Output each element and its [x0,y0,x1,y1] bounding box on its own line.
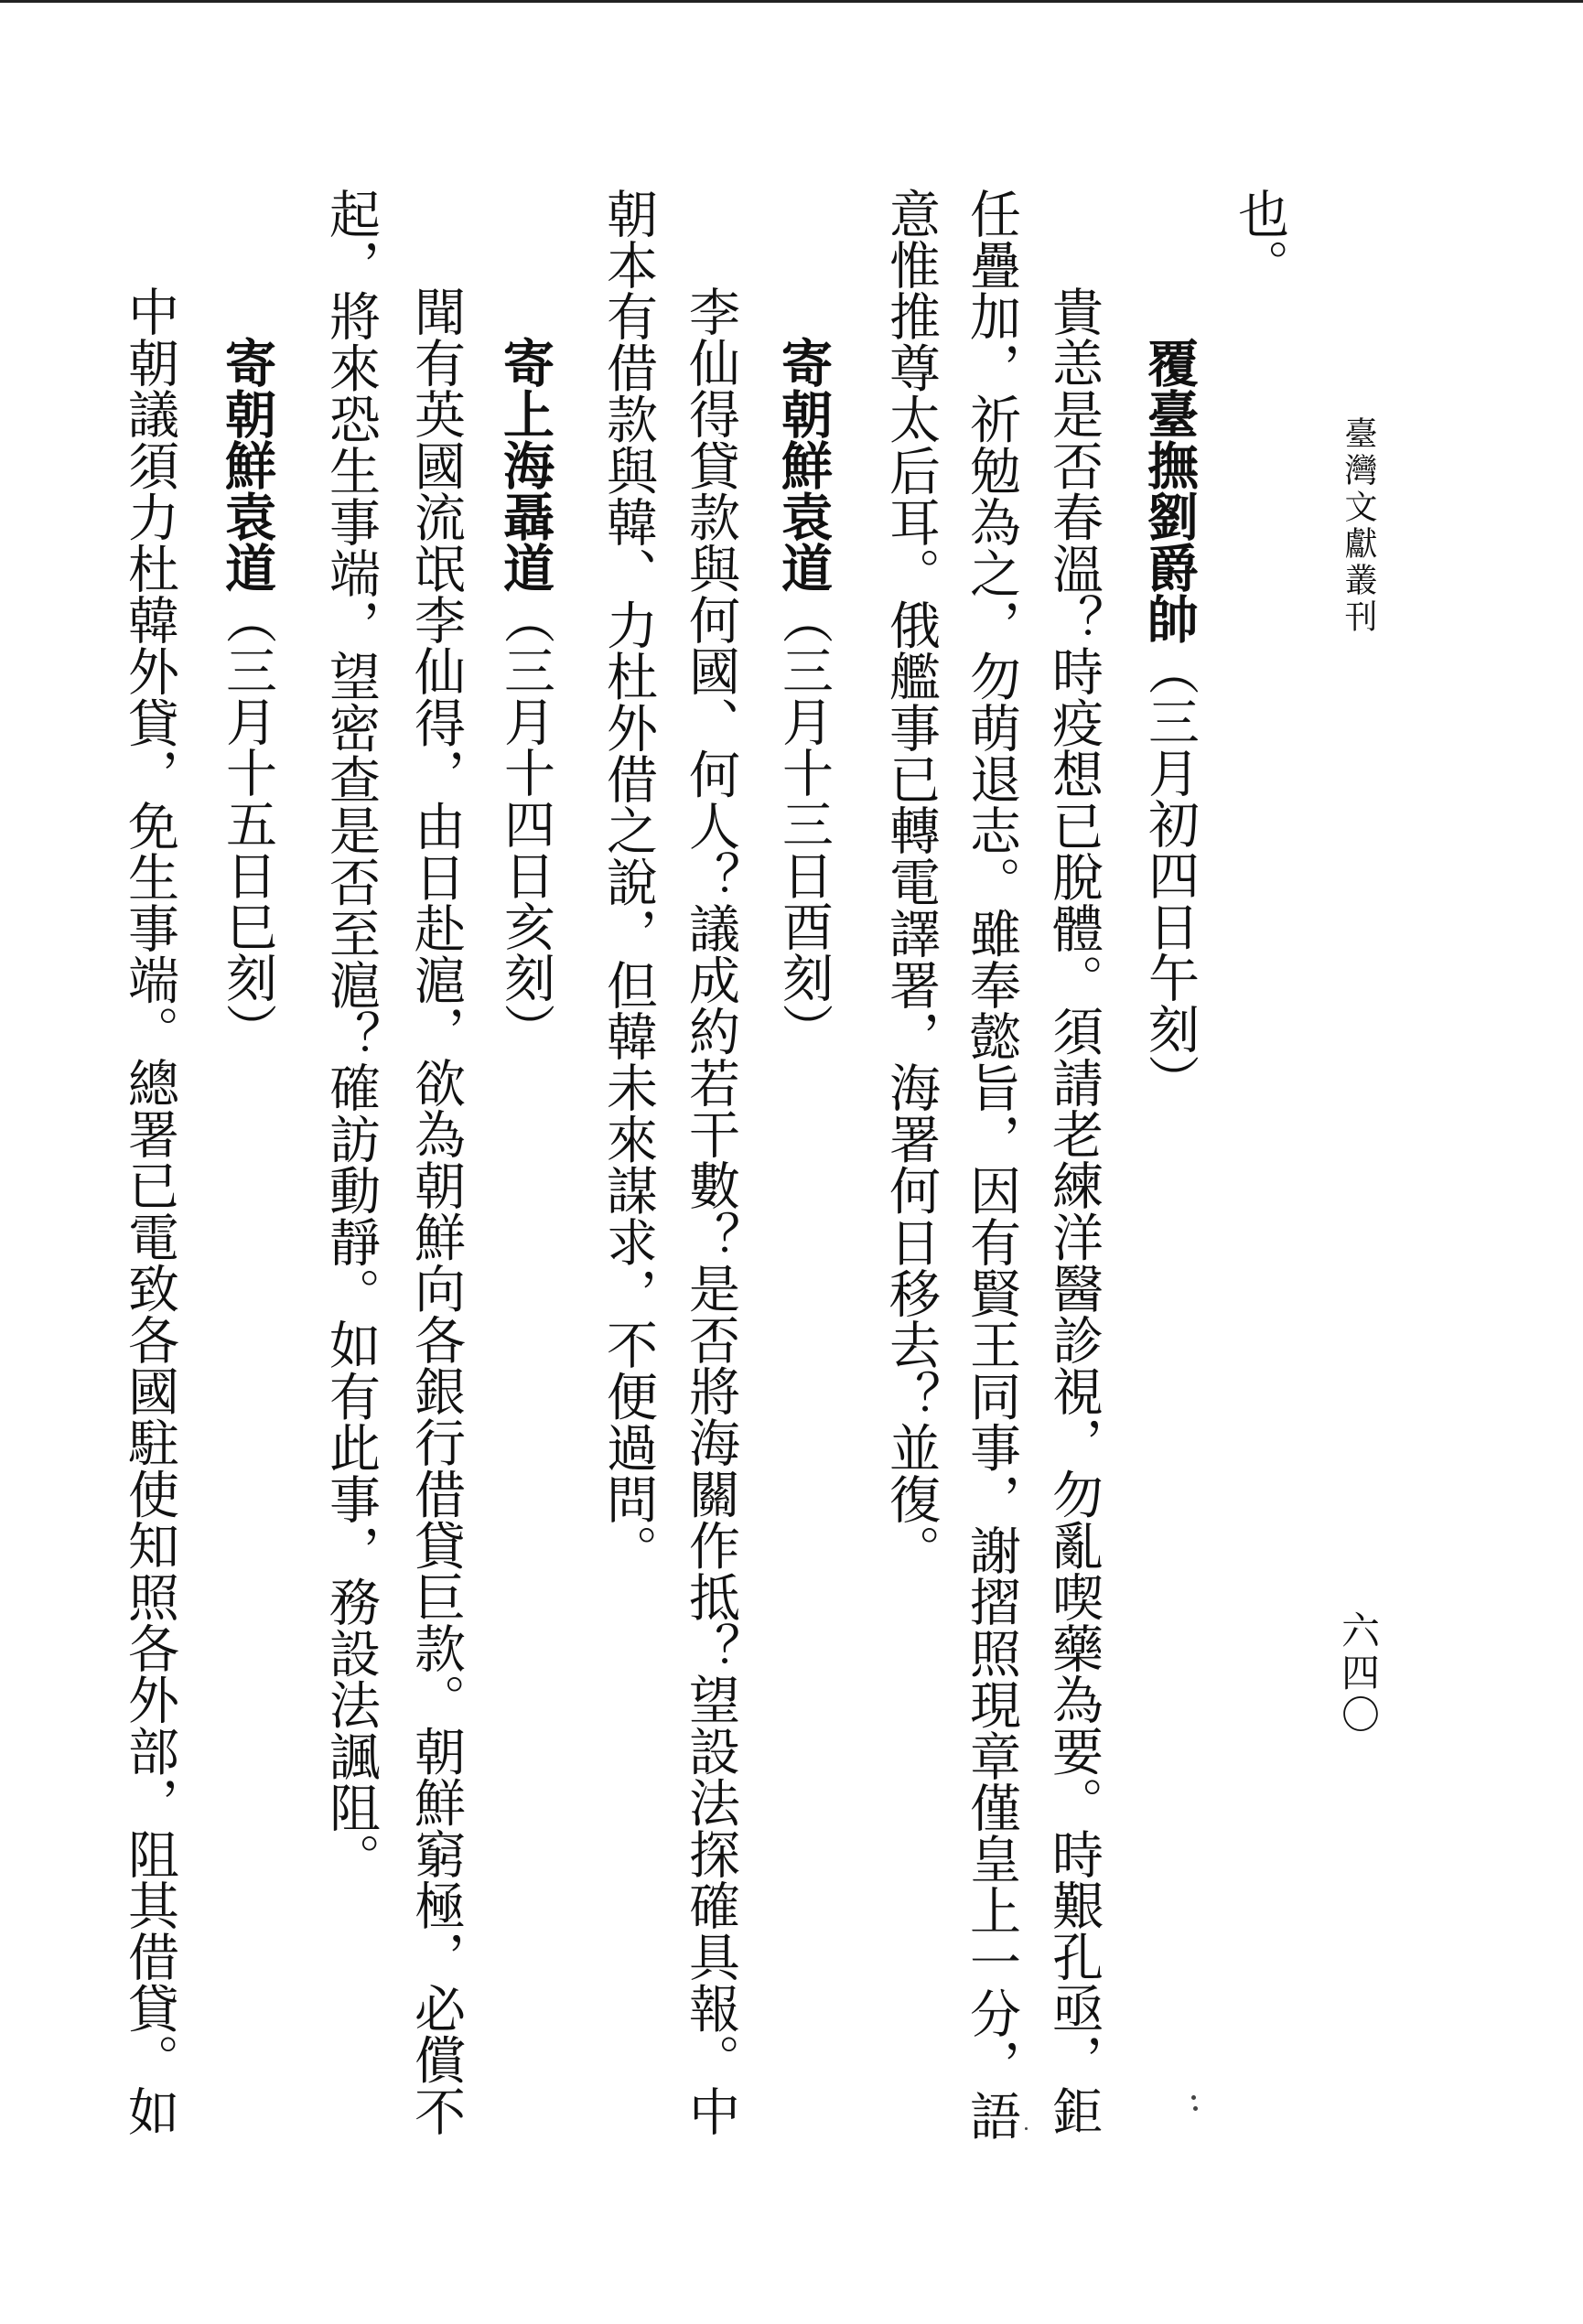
page-number: 六四〇 [1336,1610,1381,1737]
letter-2-heading [773,337,834,1054]
letter-2-title: 寄朝鮮袁道 [773,337,834,593]
letter-2-date: （三月十三日酉刻） [774,593,834,1054]
letter-3-heading [495,337,555,1054]
letter-4-title: 寄朝鮮袁道 [217,337,277,593]
letter-1-line-3: 意惟推尊太后耳。俄艦事已轉電譯署，海署何日移去？並復。 [881,188,941,1576]
scan-speck [1193,2106,1198,2111]
book-title: 臺灣文獻叢刊 [1340,416,1377,636]
letter-4-date: （三月十五日巳刻） [218,593,277,1054]
letter-3-title: 寄上海聶道 [495,337,555,593]
continuation-line: 也。 [1230,188,1289,291]
letter-1-title: 覆臺撫劉爵帥 [1139,337,1200,644]
letter-4-heading [217,337,277,1054]
letter-4-line-1: 中朝議須力杜韓外貸，免生事端。總署已電致各國駐使知照各外部，阻其借貸。如 [120,285,179,2137]
letter-1-date: （三月初四日午刻） [1140,644,1200,1105]
letter-1-line-2: 任疊加，祈勉為之，勿萌退志。雖奉懿旨，因有賢王同事，謝摺照現章僅皇上一分，語 [962,188,1021,2142]
scan-speck [1191,2095,1196,2100]
scan-speck [1025,2127,1028,2130]
letter-3-date: （三月十四日亥刻） [496,593,555,1054]
letter-3-line-1: 聞有英國流氓李仙得，由日赴滬，欲為朝鮮向各銀行借貸巨款。朝鮮窮極，必償不 [406,285,466,2137]
letter-1-heading [1139,337,1200,1105]
letter-2-line-2: 朝本有借款與韓、力杜外借之說，但韓未來謀求，不便過問。 [598,188,658,1576]
letter-2-line-1: 李仙得貸款與何國、何人？議成約若干數？是否將海關作抵？望設法探確具報。中 [681,285,740,2137]
page-top-rule [0,0,1583,3]
letter-1-line-1: 貴恙是否春溫？時疫想已脫體。須請老練洋醫診視，勿亂喫藥為要。時艱孔亟，鉅 [1044,285,1104,2137]
letter-3-line-2: 起，將來恐生事端，望密查是否至滬？確訪動靜。如有此事，務設法諷阻。 [321,188,381,1885]
